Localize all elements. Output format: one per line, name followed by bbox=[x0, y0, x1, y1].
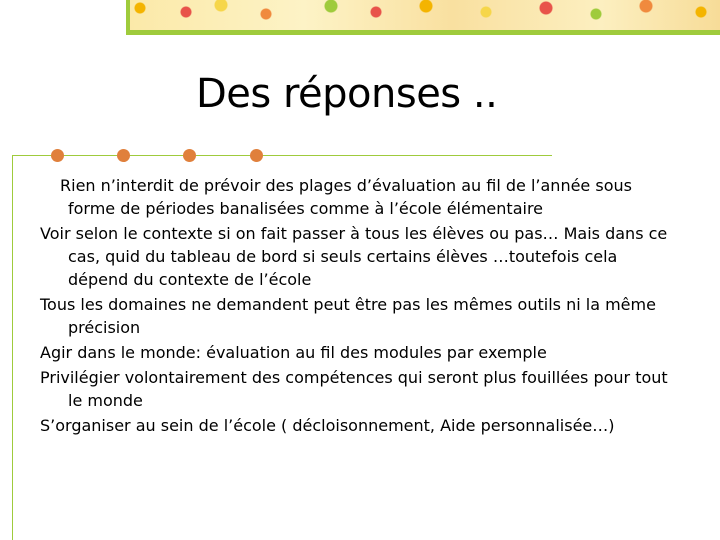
banner-bottom-border bbox=[126, 30, 720, 35]
bullet-item: Agir dans le monde: évaluation au fil des modules par exemple bbox=[40, 343, 547, 362]
bullet-item: Rien n’interdit de prévoir des plages d’évaluation au fil de l’année sous forme de périodes banalisées comme à l’école élémentaire bbox=[60, 176, 632, 218]
slide-title: Des réponses .. bbox=[196, 71, 498, 117]
left-vertical-rule bbox=[12, 155, 13, 540]
bullet-list bbox=[40, 174, 680, 437]
decorative-dot bbox=[250, 149, 263, 162]
decorative-dot bbox=[117, 149, 130, 162]
decorative-dot bbox=[51, 149, 64, 162]
bullet-item: Privilégier volontairement des compétences qui seront plus fouillées pour tout le monde bbox=[40, 368, 668, 410]
bullet-item: Tous les domaines ne demandent peut être pas les mêmes outils ni la même précision bbox=[40, 295, 656, 337]
decorative-dot bbox=[183, 149, 196, 162]
bullet-item: Voir selon le contexte si on fait passer à tous les élèves ou pas… Mais dans ce cas, quid du tableau de bord si seuls certains élèves …toutefois cela dépend du contexte de l’école bbox=[40, 224, 668, 289]
title-underline-rule bbox=[12, 155, 552, 156]
decorative-flower-banner bbox=[126, 0, 720, 30]
bullet-item: S’organiser au sein de l’école ( décloisonnement, Aide personnalisée…) bbox=[40, 416, 615, 435]
